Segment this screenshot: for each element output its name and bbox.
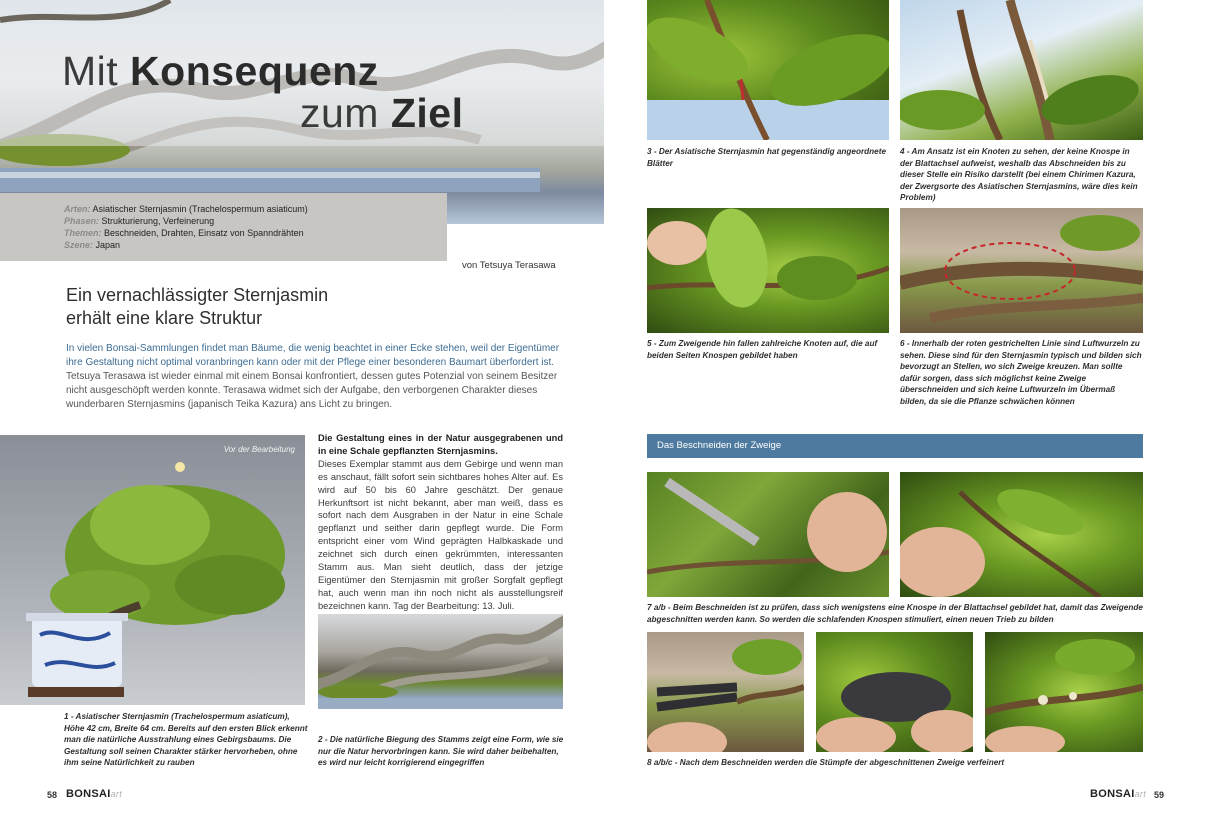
body-text: Die Gestaltung eines in der Natur ausgegrabenen und in eine Schale gepflanzten Sternjasmins. Dieses Exemplar stammt aus dem Gebirge und wenn man es anschaut, fällt sofort sein sichtbares hohes Alter auf. Es wird auf 50 bis 60 Jahre geschätzt. Der genaue Herkunftsort ist nicht bekannt, aber man weiß, dass es sofort nach dem Ausgraben in der Natur in eine Schale gepflanzt und seither darin gepflegt wurde. Die Form entspricht einer vom Wind geprägten Halbkaskade und zeichnet sich durch einen gekrümmten, interessanten Stamm aus. Man sieht deutlich, dass der jetzige Eigentümer den Sternjasmin mit großer Sorgfalt gepflegt hat, auch wenn man ihn noch nicht als ausstellungsreif bezeichnen kann. Tag der Bearbeitung: 13. Juli.	[318, 433, 563, 611]
photo-7a-pruning	[647, 472, 889, 597]
caption-2: 2 - Die natürliche Biegung des Stamms zeigt eine Form, wie sie nur die Natur hervorbringen kann. Sie wird daher beibehalten, es wird nur leicht korrigierend eingegriffen	[318, 735, 564, 767]
photo-1-bonsai-before	[0, 435, 305, 705]
info-box	[0, 193, 447, 261]
caption-6: 6 - Innerhalb der roten gestrichelten Linie sind Luftwurzeln zu sehen. Diese sind für den Sternjasmin typisch und bilden sich bevorzugt an Stellen, wo sich Zweige kreuzen. Man sollte dafür sorgen, dass sich möglichst keine Zweige überschneiden und sich keine Luftwurzeln im Übermaß bilden, da sie die Pflanze schwächen können	[900, 339, 1142, 406]
page-number-left: 58	[47, 790, 58, 800]
page-number-right: 59	[1154, 790, 1165, 800]
intro-paragraph: In vielen Bonsai-Sammlungen findet man Bäume, die wenig beachtet in einer Ecke stehen, weil der Eigentümer ihre Gestaltung nicht optimal voranbringen kann oder mit der Pflege einer besonderen Baumart überfordert ist. Tetsuya Terasawa ist wieder einmal mit einem Bonsai konfrontiert, dessen gutes Potenzial von seinem Besitzer nicht ausgeschöpft werden konnte. Terasawa widmet sich der Aufgabe, den verborgenen Charakter dieses wunderbaren Sternjasmins (japanisch Teika Kazura) ans Licht zu bringen.	[66, 343, 560, 410]
photo-6-aerial-roots	[900, 208, 1143, 333]
photo-4-node	[900, 0, 1143, 140]
info-row: Arten: Asiatischer Sternjasmin (Trachelospermum asiaticum)	[64, 204, 308, 214]
article-subtitle: Ein vernachlässigter Sternjasmin erhält eine klare Struktur	[66, 285, 329, 328]
magazine-logo-left: BONSAIart	[66, 788, 122, 800]
photo-8b-refining	[816, 632, 973, 752]
caption-7: 7 a/b - Beim Beschneiden ist zu prüfen, dass sich wenigstens eine Knospe in der Blattachsel gebildet hat, damit das Zweigende abgeschnitten werden kann. So werden die schlafenden Knospen stimuliert, einen neuen Trieb zu bilden	[647, 603, 1143, 624]
section-heading-bar: Das Beschneiden der Zweige	[647, 434, 1143, 458]
author-byline: von Tetsuya Terasawa	[462, 260, 556, 271]
info-row: Szene: Japan	[64, 240, 121, 250]
photo-8c-refining	[985, 632, 1143, 752]
magazine-logo-right: BONSAIart	[1090, 788, 1146, 800]
photo-7b-pruning	[900, 472, 1143, 597]
title-line-2: zum Ziel	[300, 90, 464, 136]
photo-1-label: Vor der Bearbeitung	[223, 445, 295, 454]
title-line-1: Mit Konsequenz	[62, 48, 379, 94]
caption-4: 4 - Am Ansatz ist ein Knoten zu sehen, der keine Knospe in der Blattachsel aufweist, weshalb das Abschneiden bis zu dieser Stelle ein Risiko darstellt (bei einem Chirimen Kazura, der Zwergsorte des Asiatischen Sternjasmins, wäre dies kein Problem)	[900, 147, 1138, 202]
info-row: Themen: Beschneiden, Drahten, Einsatz von Spanndrähten	[64, 228, 304, 238]
photo-8a-refining	[647, 632, 804, 752]
info-row: Phasen: Strukturierung, Verfeinerung	[64, 216, 215, 226]
photo-3-leaves	[647, 0, 889, 140]
caption-1: 1 - Asiatischer Sternjasmin (Trachelospermum asiaticum), Höhe 42 cm, Breite 64 cm. Bereits auf den ersten Blick erkennt man die natürliche Ausstrahlung eines Gebirgsbaums. Die Gestaltung soll seinen Charakter stärker hervorheben, ohne ihm seine Natürlichkeit zu rauben	[64, 712, 308, 767]
caption-3: 3 - Der Asiatische Sternjasmin hat gegenständig angeordnete Blätter	[647, 147, 887, 168]
photo-5-knots	[647, 208, 889, 333]
caption-5: 5 - Zum Zweigende hin fallen zahlreiche Knoten auf, die auf beiden Seiten Knospen gebildet haben	[647, 339, 878, 360]
photo-2-trunk	[318, 614, 563, 709]
caption-8: 8 a/b/c - Nach dem Beschneiden werden die Stümpfe der abgeschnittenen Zweige verfeinert	[647, 758, 1005, 767]
